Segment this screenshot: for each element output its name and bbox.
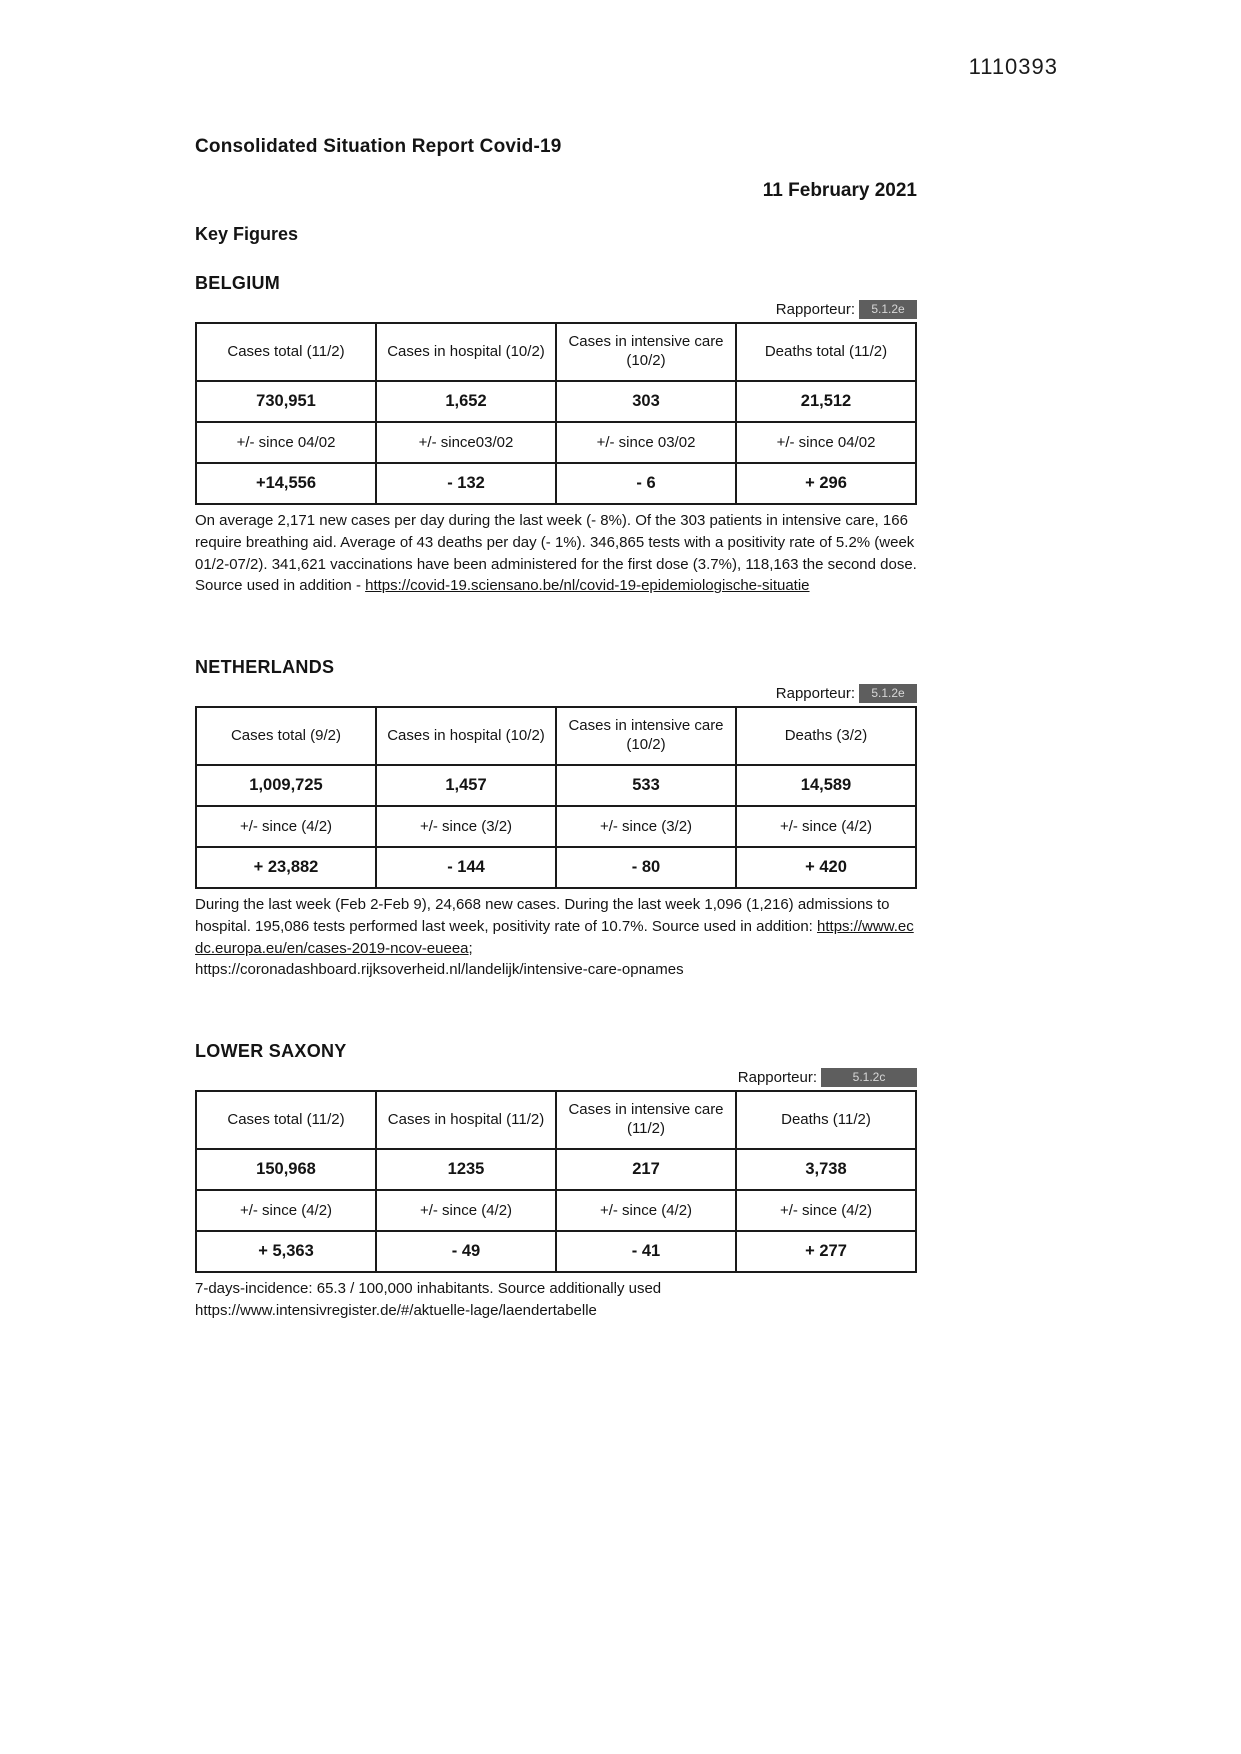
table-since-row	[196, 806, 916, 847]
change-deaths: + 277	[736, 1231, 916, 1272]
section-note	[195, 894, 917, 981]
value-deaths: 21,512	[736, 381, 916, 422]
note-link[interactable]: https://covid-19.sciensano.be/nl/covid-19-epidemiologische-situatie	[365, 577, 810, 595]
since-cases-total: +/- since (4/2)	[196, 806, 376, 847]
change-cases-hospital: - 132	[376, 463, 556, 504]
change-cases-icu: - 6	[556, 463, 736, 504]
table-changes-row	[196, 1231, 916, 1272]
value-cases-icu: 217	[556, 1149, 736, 1190]
redaction-box: 5.1.2c	[821, 1068, 917, 1087]
value-cases-total: 730,951	[196, 381, 376, 422]
value-deaths: 14,589	[736, 765, 916, 806]
change-cases-icu: - 80	[556, 847, 736, 888]
since-cases-total: +/- since (4/2)	[196, 1190, 376, 1231]
key-figures-table-belgium	[195, 322, 917, 505]
key-figures-heading: Key Figures	[195, 224, 299, 244]
document-content	[195, 0, 917, 1322]
header-deaths: Deaths (11/2)	[736, 1091, 916, 1149]
header-cases-hospital: Cases in hospital (10/2)	[376, 323, 556, 381]
redaction-box: 5.1.2e	[859, 300, 917, 319]
table-header-row	[196, 323, 916, 381]
since-cases-hospital: +/- since (4/2)	[376, 1190, 556, 1231]
table-changes-row	[196, 463, 916, 504]
note-link[interactable]: https://www.ecdc.europa.eu/en/cases-2019-ncov-eueea	[195, 917, 914, 957]
rapporteur-label: Rapporteur:	[775, 301, 855, 318]
page-number: 1110393	[968, 54, 1058, 79]
value-cases-total: 1,009,725	[196, 765, 376, 806]
change-cases-hospital: - 49	[376, 1231, 556, 1272]
since-cases-hospital: +/- since03/02	[376, 422, 556, 463]
value-cases-icu: 533	[556, 765, 736, 806]
document-title: Consolidated Situation Report Covid-19	[195, 136, 562, 157]
change-cases-hospital: - 144	[376, 847, 556, 888]
change-cases-total: + 5,363	[196, 1231, 376, 1272]
since-cases-icu: +/- since (4/2)	[556, 1190, 736, 1231]
value-cases-icu: 303	[556, 381, 736, 422]
section-title-lower-saxony: LOWER SAXONY	[195, 1041, 347, 1061]
section-netherlands	[195, 657, 917, 981]
redaction-box: 5.1.2e	[859, 684, 917, 703]
table-header-row	[196, 707, 916, 765]
change-deaths: + 420	[736, 847, 916, 888]
header-cases-total: Cases total (9/2)	[196, 707, 376, 765]
document-date: 11 February 2021	[762, 180, 917, 201]
note-text: During the last week (Feb 2-Feb 9), 24,668 new cases. During the last week 1,096 (1,216) admissions to hospital. 195,086 tests performed last week, positivity rate of 10.7%. Source used in addition:	[195, 896, 890, 935]
rapporteur-label: Rapporteur:	[737, 1069, 817, 1086]
key-figures-table-lower-saxony	[195, 1090, 917, 1273]
since-cases-hospital: +/- since (3/2)	[376, 806, 556, 847]
note-text: On average 2,171 new cases per day during the last week (- 8%). Of the 303 patients in intensive care, 166 require breathing aid. Average of 43 deaths per day (- 1%). 346,865 tests with a positivity rate of 5.2% (week 01/2-07/2). 341,621 vaccinations have been administered for the first dose (3.7%), 118,163 the second dose. Source used in addition -	[195, 512, 917, 595]
table-header-row	[196, 1091, 916, 1149]
note-suffix: ;	[468, 939, 473, 957]
section-title-belgium: BELGIUM	[195, 273, 281, 293]
header-cases-total: Cases total (11/2)	[196, 1091, 376, 1149]
header-cases-icu: Cases in intensive care (10/2)	[556, 323, 736, 381]
header-cases-hospital: Cases in hospital (10/2)	[376, 707, 556, 765]
header-cases-icu: Cases in intensive care (10/2)	[556, 707, 736, 765]
value-cases-total: 150,968	[196, 1149, 376, 1190]
change-deaths: + 296	[736, 463, 916, 504]
table-values-row	[196, 381, 916, 422]
header-deaths: Deaths (3/2)	[736, 707, 916, 765]
header-cases-total: Cases total (11/2)	[196, 323, 376, 381]
rapporteur-row	[195, 1068, 917, 1087]
since-cases-icu: +/- since (3/2)	[556, 806, 736, 847]
note-line2: https://www.intensivregister.de/#/aktuelle-lage/laendertabelle	[195, 1301, 597, 1319]
note-text: 7-days-incidence: 65.3 / 100,000 inhabitants. Source additionally used	[195, 1280, 662, 1297]
header-deaths: Deaths total (11/2)	[736, 323, 916, 381]
value-cases-hospital: 1235	[376, 1149, 556, 1190]
since-deaths: +/- since (4/2)	[736, 1190, 916, 1231]
header-cases-hospital: Cases in hospital (11/2)	[376, 1091, 556, 1149]
rapporteur-row	[195, 300, 917, 319]
value-cases-hospital: 1,652	[376, 381, 556, 422]
since-deaths: +/- since (4/2)	[736, 806, 916, 847]
section-lower-saxony	[195, 1041, 917, 1322]
value-deaths: 3,738	[736, 1149, 916, 1190]
section-note	[195, 1278, 917, 1322]
rapporteur-row	[195, 684, 917, 703]
section-belgium	[195, 273, 917, 597]
table-values-row	[196, 765, 916, 806]
since-cases-icu: +/- since 03/02	[556, 422, 736, 463]
table-since-row	[196, 422, 916, 463]
change-cases-total: + 23,882	[196, 847, 376, 888]
table-values-row	[196, 1149, 916, 1190]
section-note	[195, 510, 917, 597]
change-cases-icu: - 41	[556, 1231, 736, 1272]
table-changes-row	[196, 847, 916, 888]
key-figures-table-netherlands	[195, 706, 917, 889]
value-cases-hospital: 1,457	[376, 765, 556, 806]
section-title-netherlands: NETHERLANDS	[195, 657, 335, 677]
since-deaths: +/- since 04/02	[736, 422, 916, 463]
note-line2: https://coronadashboard.rijksoverheid.nl/landelijk/intensive-care-opnames	[195, 961, 684, 979]
change-cases-total: +14,556	[196, 463, 376, 504]
header-cases-icu: Cases in intensive care (11/2)	[556, 1091, 736, 1149]
table-since-row	[196, 1190, 916, 1231]
rapporteur-label: Rapporteur:	[775, 685, 855, 702]
since-cases-total: +/- since 04/02	[196, 422, 376, 463]
